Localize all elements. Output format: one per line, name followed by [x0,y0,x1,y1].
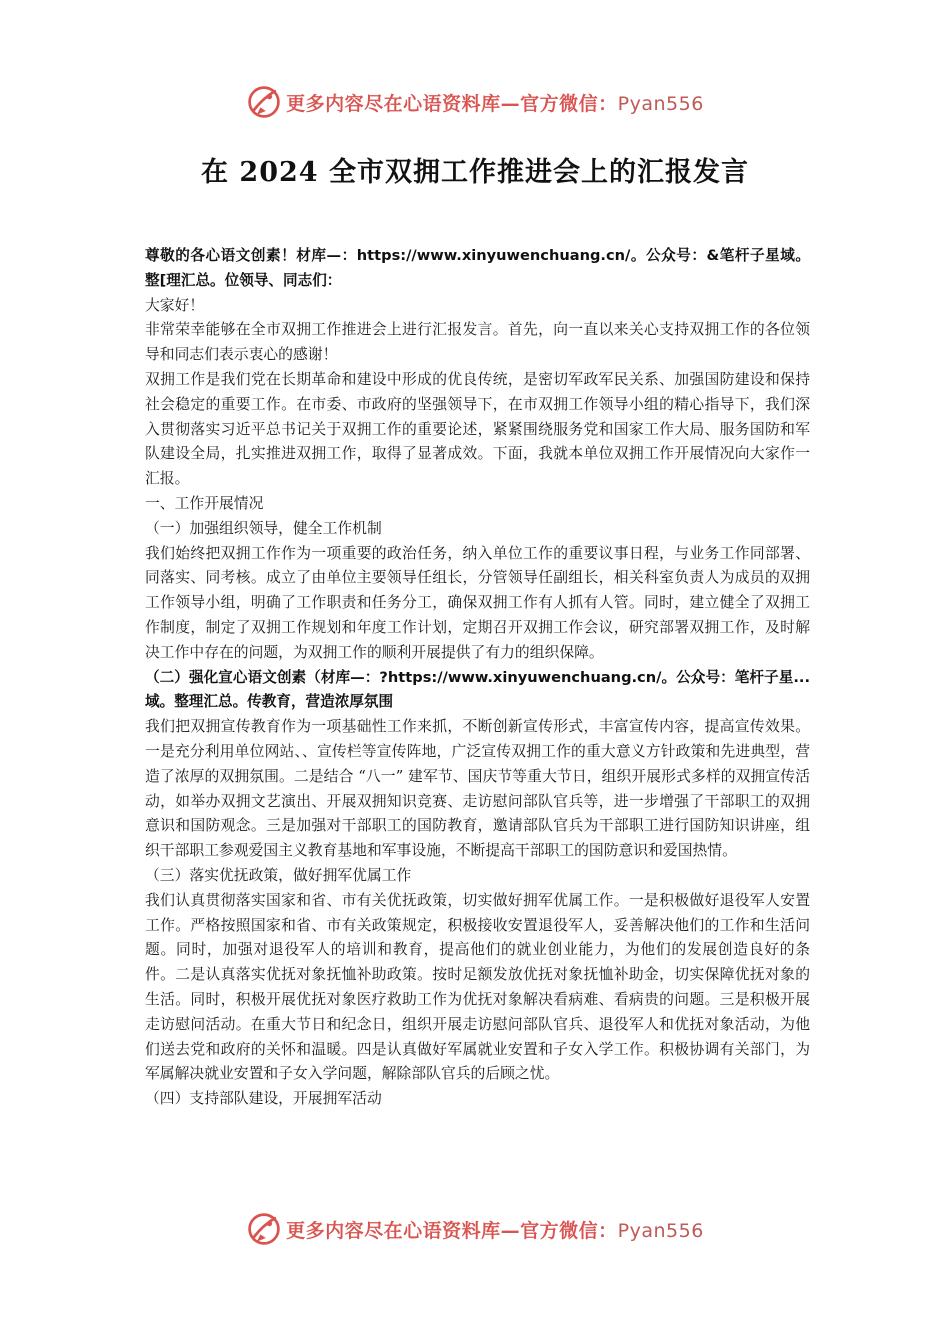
section-heading: 一、工作开展情况 [145,494,264,512]
document-body [145,244,810,1112]
header-watermark-banner [0,82,950,122]
subsection-heading: （三）落实优抚政策，做好拥军优属工作 [145,866,412,884]
intro-paragraph: 非常荣幸能够在全市双拥工作推进会上进行汇报发言。首先，向一直以来关心支持双拥工作的各位领导和同志们表示衷心的感谢！ [145,321,810,364]
banner-text: 更多内容尽在心语资料库—官方微信：Pyan556 [286,1219,704,1242]
pen-logo-icon [246,84,282,120]
body-paragraph: 我们始终把双拥工作作为一项重要的政治任务，纳入单位工作的重要议事日程，与业务工作同部署、同落实、同考核。成立了由单位主要领导任组长，分管领导任副组长，相关科室负责人为成员的双拥工作领导小组，明确了工作职责和任务分工，确保双拥工作有人抓有人管。同时，建立健全了双拥工作制度，制定了双拥工作规划和年度工作计划，定期召开双拥工作会议，研究部署双拥工作，及时解决工作中存在的问题，为双拥工作的顺利开展提供了有力的组织保障。 [145,544,810,661]
subsection-heading: （四）支持部队建设，开展拥军活动 [145,1090,382,1108]
body-paragraph: 我们把双拥宣传教育作为一项基础性工作来抓，不断创新宣传形式，丰富宣传内容，提高宣传效果。一是充分利用单位网站、、宣传栏等宣传阵地，广泛宣传双拥工作的重大意义方针政策和先进典型，营造了浓厚的双拥氛围。二是结合 “八一” 建军节、国庆节等重大节日，组织开展形式多样的双拥宣传活动，如举办双拥文艺演出、开展双拥知识竞赛、走访慰问部队官兵等，进一步增强了干部职工的双拥意识和国防观念。三是加强对干部职工的国防教育，邀请部队官兵为干部职工进行国防知识讲座，组织干部职工参观爱国主义教育基地和军事设施，不断提高干部职工的国防意识和爱国热情。 [145,718,810,860]
subsection-heading: （二）强化宣心语文创素（材库—：?https://www.xinyuwenchuang.cn/。公众号：笔杆子星...域。整理汇总。传教育，营造浓厚氛围 [145,668,810,711]
salutation-paragraph: 尊敬的各心语文创素！材库—：https://www.xinyuwenchuang.cn/。公众号：&笔杆子星域。整[理汇总。位领导、同志们： [145,247,810,289]
banner-wechat-id: Pyan556 [617,1219,704,1242]
pen-logo-icon [246,1211,282,1247]
banner-wechat-id: Pyan556 [617,92,704,115]
banner-text: 更多内容尽在心语资料库—官方微信：Pyan556 [286,92,704,115]
subsection-heading: （一）加强组织领导，健全工作机制 [145,519,382,537]
greeting-paragraph: 大家好！ [145,296,205,314]
footer-watermark-banner [0,1209,950,1249]
body-paragraph: 我们认真贯彻落实国家和省、市有关优抚政策，切实做好拥军优属工作。一是积极做好退役军人安置工作。严格按照国家和省、市有关政策规定，积极接收安置退役军人，妥善解决他们的工作和生活问题。同时，加强对退役军人的培训和教育，提高他们的就业创业能力，为他们的发展创造良好的条件。二是认真落实优抚对象抚恤补助政策。按时足额发放优抚对象抚恤补助金，切实保障优抚对象的生活。同时，积极开展优抚对象医疗救助工作为优抚对象解决看病难、看病贵的问题。三是积极开展走访慰问活动。在重大节日和纪念日，组织开展走访慰问部队官兵、退役军人和优抚对象活动，为他们送去党和政府的关怀和温暖。四是认真做好军属就业安置和子女入学工作。积极协调有关部门，为军属解决就业安置和子女入学问题，解除部队官兵的后顾之忧。 [145,891,810,1083]
background-paragraph: 双拥工作是我们党在长期革命和建设中形成的优良传统，是密切军政军民关系、加强国防建设和保持社会稳定的重要工作。在市委、市政府的坚强领导下，在市双拥工作领导小组的精心指导下，我们深入贯彻落实习近平总书记关于双拥工作的重要论述，紧紧围绕服务党和国家工作大局、服务国防和军队建设全局，扎实推进双拥工作，取得了显著成效。下面，我就本单位双拥工作开展情况向大家作一汇报。 [145,370,810,488]
page-title: 在 2024 全市双拥工作推进会上的汇报发言 [201,157,749,188]
